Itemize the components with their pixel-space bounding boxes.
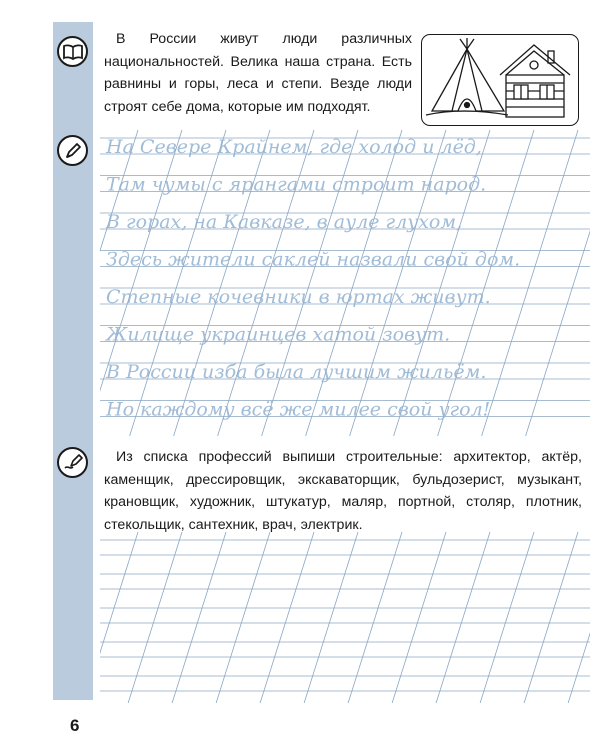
izba-house-drawing: [500, 45, 570, 117]
copy-line: Жилище украинцев хатой зовут.: [106, 323, 451, 346]
pen-paper-icon: [57, 447, 88, 478]
slant-guide-line: [216, 532, 270, 703]
copy-line: Но каждому всё же милее свой угол!: [106, 398, 491, 421]
copy-line: На Севере Крайнем, где холод и лёд,: [106, 136, 482, 158]
slant-guide-line: [348, 532, 402, 703]
slant-guide-line: [436, 532, 490, 703]
slant-guide-line: [260, 532, 314, 703]
answer-writing-area[interactable]: [100, 530, 590, 705]
slant-guide-line: [128, 532, 182, 703]
open-book-icon: [57, 36, 88, 67]
sidebar-strip: [53, 22, 93, 700]
cursive-copy-area: [100, 128, 590, 438]
slant-guide-line: [304, 532, 358, 703]
slant-guide-line: [568, 532, 590, 703]
slant-guide-line: [392, 532, 446, 703]
copy-line: В горах, на Кавказе, в ауле глухом,: [106, 211, 463, 233]
copy-line: В России изба была лучшим жильём.: [106, 361, 487, 383]
slant-guide-line: [480, 532, 534, 703]
copy-line: Степные кочевники в юртах живут.: [106, 286, 491, 308]
intro-paragraph: [104, 28, 412, 118]
copy-line: Там чумы с ярангами строит народ.: [106, 173, 487, 196]
page-number: 6: [70, 716, 80, 735]
slant-guide-line: [524, 532, 578, 703]
dwellings-illustration: [421, 34, 579, 126]
slant-guide-line: [172, 532, 226, 703]
copy-line: Здесь жители саклей назвали свой дом.: [106, 248, 521, 271]
intro-text: В России живут люди различных национальностей. Велика наша страна. Есть равнины и горы, леса и степи. Везде люди строят себе дома, которые им подходят.: [104, 31, 412, 115]
chum-tent-drawing: [426, 38, 508, 115]
task-text: Из списка профессий выпиши строительные: архитектор, актёр, каменщик, дрессировщик, экскаваторщик, бульдозерист, музыкант, крановщик, художник, штукатур, маляр, портной, столяр, плотник, стекольщик, сантехник, врач, электрик.: [104, 449, 582, 533]
slant-guide-line: [100, 532, 138, 703]
task-paragraph: [104, 446, 582, 536]
pen-icon: [57, 135, 88, 166]
